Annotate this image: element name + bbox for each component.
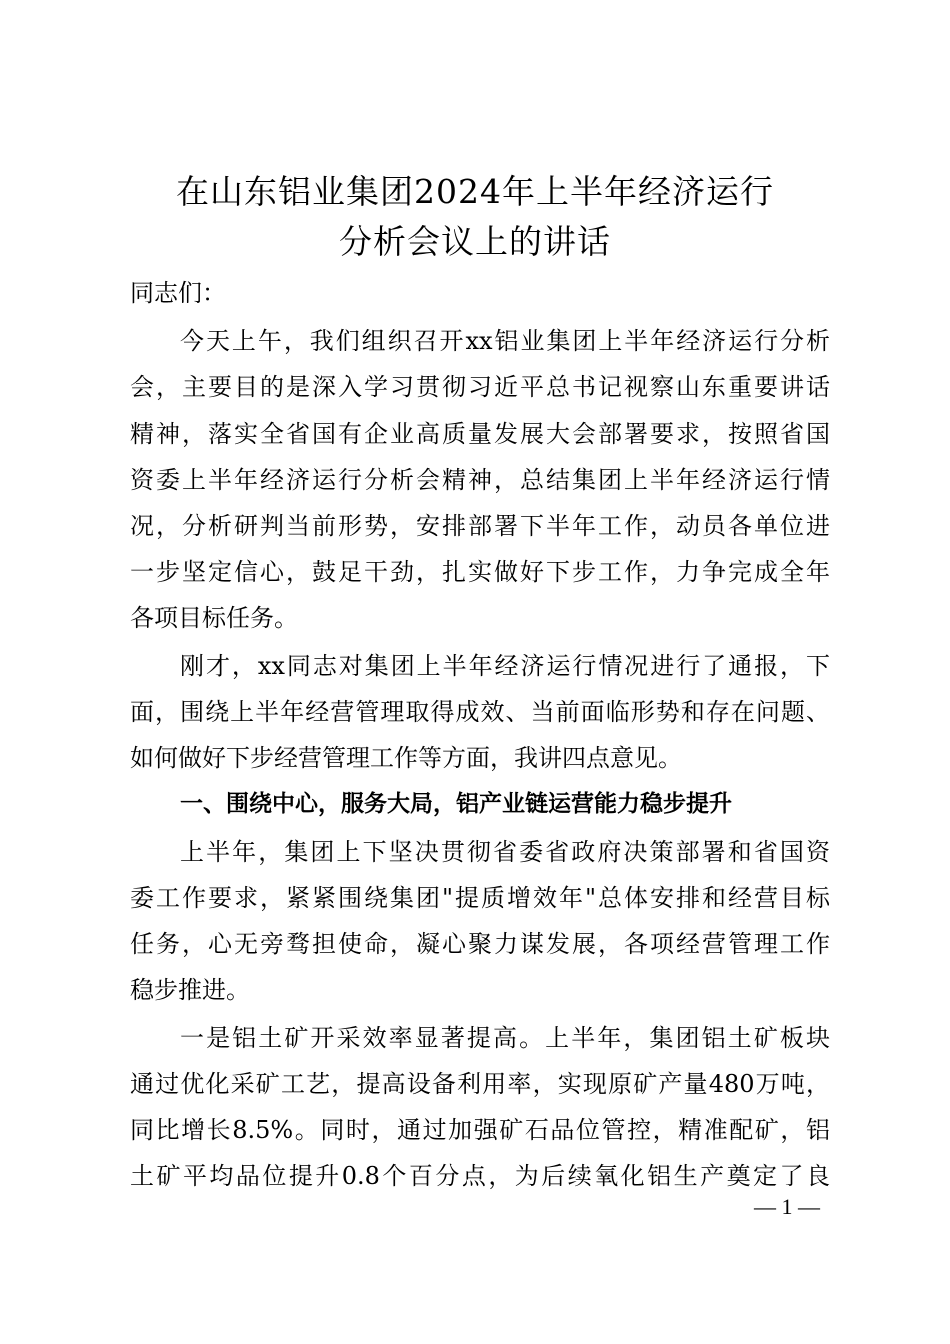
paragraph-3-line-4: 稳步推进。 xyxy=(130,976,250,1004)
document-title-line-1: 在山东铝业集团2024年上半年经济运行 xyxy=(176,172,774,211)
paragraph-4-line-1: 一是铝土矿开采效率显著提高。上半年，集团铝土矿板块 xyxy=(180,1024,830,1052)
paragraph-1-line-3: 精神，落实全省国有企业高质量发展大会部署要求，按照省国 xyxy=(130,420,830,448)
paragraph-4-line-3: 同比增长8.5%。同时，通过加强矿石品位管控，精准配矿，铝 xyxy=(130,1116,830,1144)
paragraph-2-line-3: 如何做好下步经营管理工作等方面，我讲四点意见。 xyxy=(130,744,682,772)
paragraph-1-line-5: 况，分析研判当前形势，安排部署下半年工作，动员各单位进 xyxy=(130,512,830,540)
paragraph-1-line-7: 各项目标任务。 xyxy=(130,604,298,632)
paragraph-4-line-4: 土矿平均品位提升0.8个百分点，为后续氧化铝生产奠定了良 xyxy=(130,1162,830,1190)
section-1-heading: 一、围绕中心，服务大局，铝产业链运营能力稳步提升 xyxy=(180,791,732,817)
paragraph-1-line-2: 会，主要目的是深入学习贯彻习近平总书记视察山东重要讲话 xyxy=(130,373,830,401)
paragraph-1-line-1: 今天上午，我们组织召开xx铝业集团上半年经济运行分析 xyxy=(180,327,830,355)
paragraph-2-line-2: 面，围绕上半年经营管理取得成效、当前面临形势和存在问题、 xyxy=(130,698,830,726)
salutation: 同志们： xyxy=(130,279,226,307)
paragraph-3-line-3: 任务，心无旁骛担使命，凝心聚力谋发展，各项经营管理工作 xyxy=(130,930,830,958)
paragraph-1-line-4: 资委上半年经济运行分析会精神，总结集团上半年经济运行情 xyxy=(130,466,830,494)
paragraph-3-line-1: 上半年，集团上下坚决贯彻省委省政府决策部署和省国资 xyxy=(180,838,830,866)
paragraph-2-line-1: 刚才，xx同志对集团上半年经济运行情况进行了通报，下 xyxy=(180,652,830,680)
paragraph-1-line-6: 一步坚定信心，鼓足干劲，扎实做好下步工作，力争完成全年 xyxy=(130,558,830,586)
document-title-line-2: 分析会议上的讲话 xyxy=(339,222,611,261)
paragraph-4-line-2: 通过优化采矿工艺，提高设备利用率，实现原矿产量480万吨， xyxy=(130,1070,830,1098)
paragraph-3-line-2: 委工作要求，紧紧围绕集团"提质增效年"总体安排和经营目标 xyxy=(130,884,830,912)
page-number: — 1 — xyxy=(754,1194,820,1219)
